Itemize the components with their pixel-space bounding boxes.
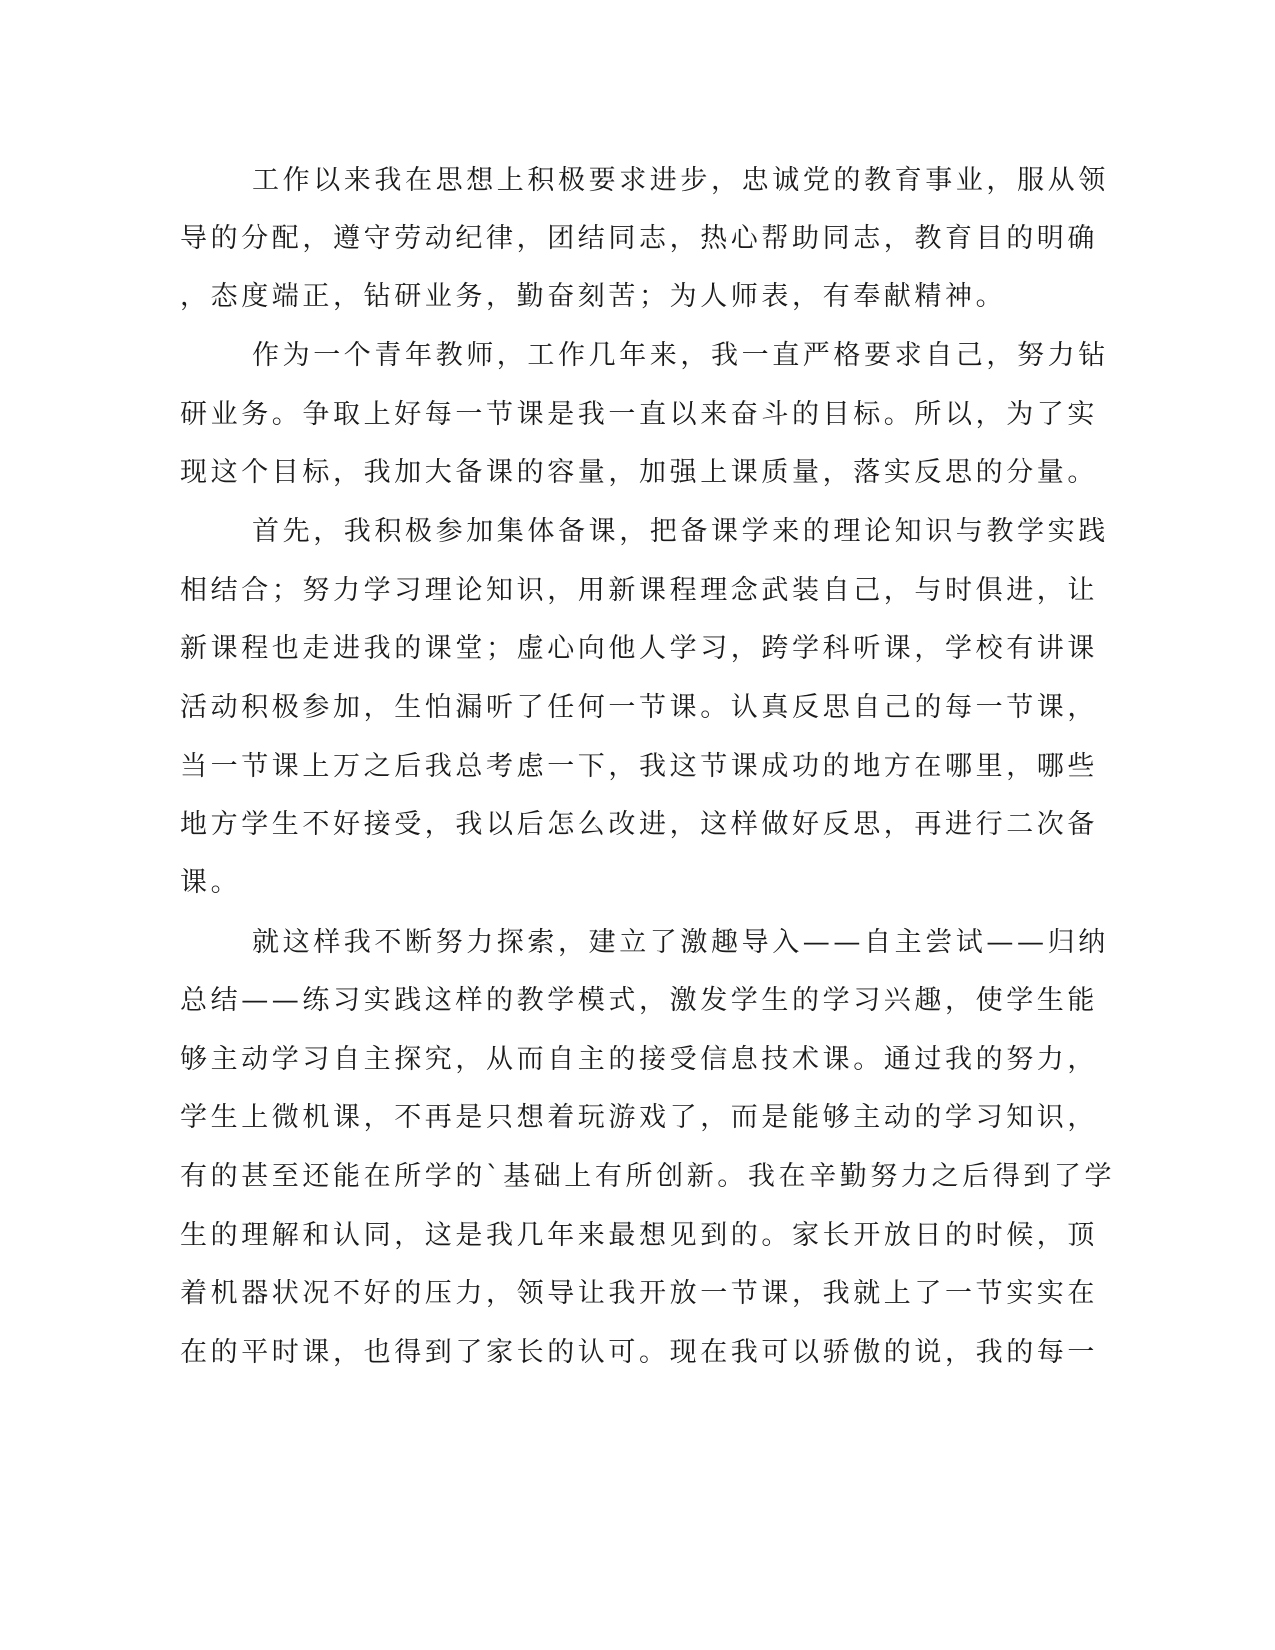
para1-line2: 导的分配，遵守劳动纪律，团结同志，热心帮助同志，教育目的明确 [180, 223, 1098, 254]
para2-line1: 作为一个青年教师，工作几年来，我一直严格要求自己，努力钻 [252, 340, 1109, 371]
para1-line1: 工作以来我在思想上积极要求进步，忠诚党的教育事业，服从领 [252, 165, 1109, 196]
para3-line1: 首先，我积极参加集体备课，把备课学来的理论知识与教学实践 [252, 516, 1109, 547]
para4-line5: 有的甚至还能在所学的`基础上有所创新。我在辛勤努力之后得到了学 [180, 1161, 1116, 1192]
para3-line7: 课。 [180, 867, 242, 898]
para4-line4: 学生上微机课，不再是只想着玩游戏了，而是能够主动的学习知识， [180, 1102, 1098, 1133]
para3-line6: 地方学生不好接受，我以后怎么改进，这样做好反思，再进行二次备 [180, 809, 1098, 840]
para4-line7: 着机器状况不好的压力，领导让我开放一节课，我就上了一节实实在 [180, 1278, 1098, 1309]
para4-line3: 够主动学习自主探究，从而自主的接受信息技术课。通过我的努力， [180, 1044, 1098, 1075]
para3-line5: 当一节课上万之后我总考虑一下，我这节课成功的地方在哪里，哪些 [180, 751, 1098, 782]
para2-line2: 研业务。争取上好每一节课是我一直以来奋斗的目标。所以，为了实 [180, 399, 1098, 430]
para4-line8: 在的平时课，也得到了家长的认可。现在我可以骄傲的说，我的每一 [180, 1337, 1098, 1368]
para1-line3: ，态度端正，钻研业务，勤奋刻苦；为人师表，有奉献精神。 [180, 281, 1007, 312]
para4-line1: 就这样我不断努力探索，建立了激趣导入——自主尝试——归纳 [252, 927, 1109, 958]
para4-line6: 生的理解和认同，这是我几年来最想见到的。家长开放日的时候，顶 [180, 1220, 1098, 1251]
para3-line3: 新课程也走进我的课堂；虚心向他人学习，跨学科听课，学校有讲课 [180, 633, 1098, 664]
para3-line2: 相结合；努力学习理论知识，用新课程理念武装自己，与时俱进，让 [180, 575, 1098, 606]
para4-line2: 总结——练习实践这样的教学模式，激发学生的学习兴趣，使学生能 [180, 985, 1098, 1016]
para2-line3: 现这个目标，我加大备课的容量，加强上课质量，落实反思的分量。 [180, 457, 1098, 488]
para3-line4: 活动积极参加，生怕漏听了任何一节课。认真反思自己的每一节课， [180, 692, 1098, 723]
